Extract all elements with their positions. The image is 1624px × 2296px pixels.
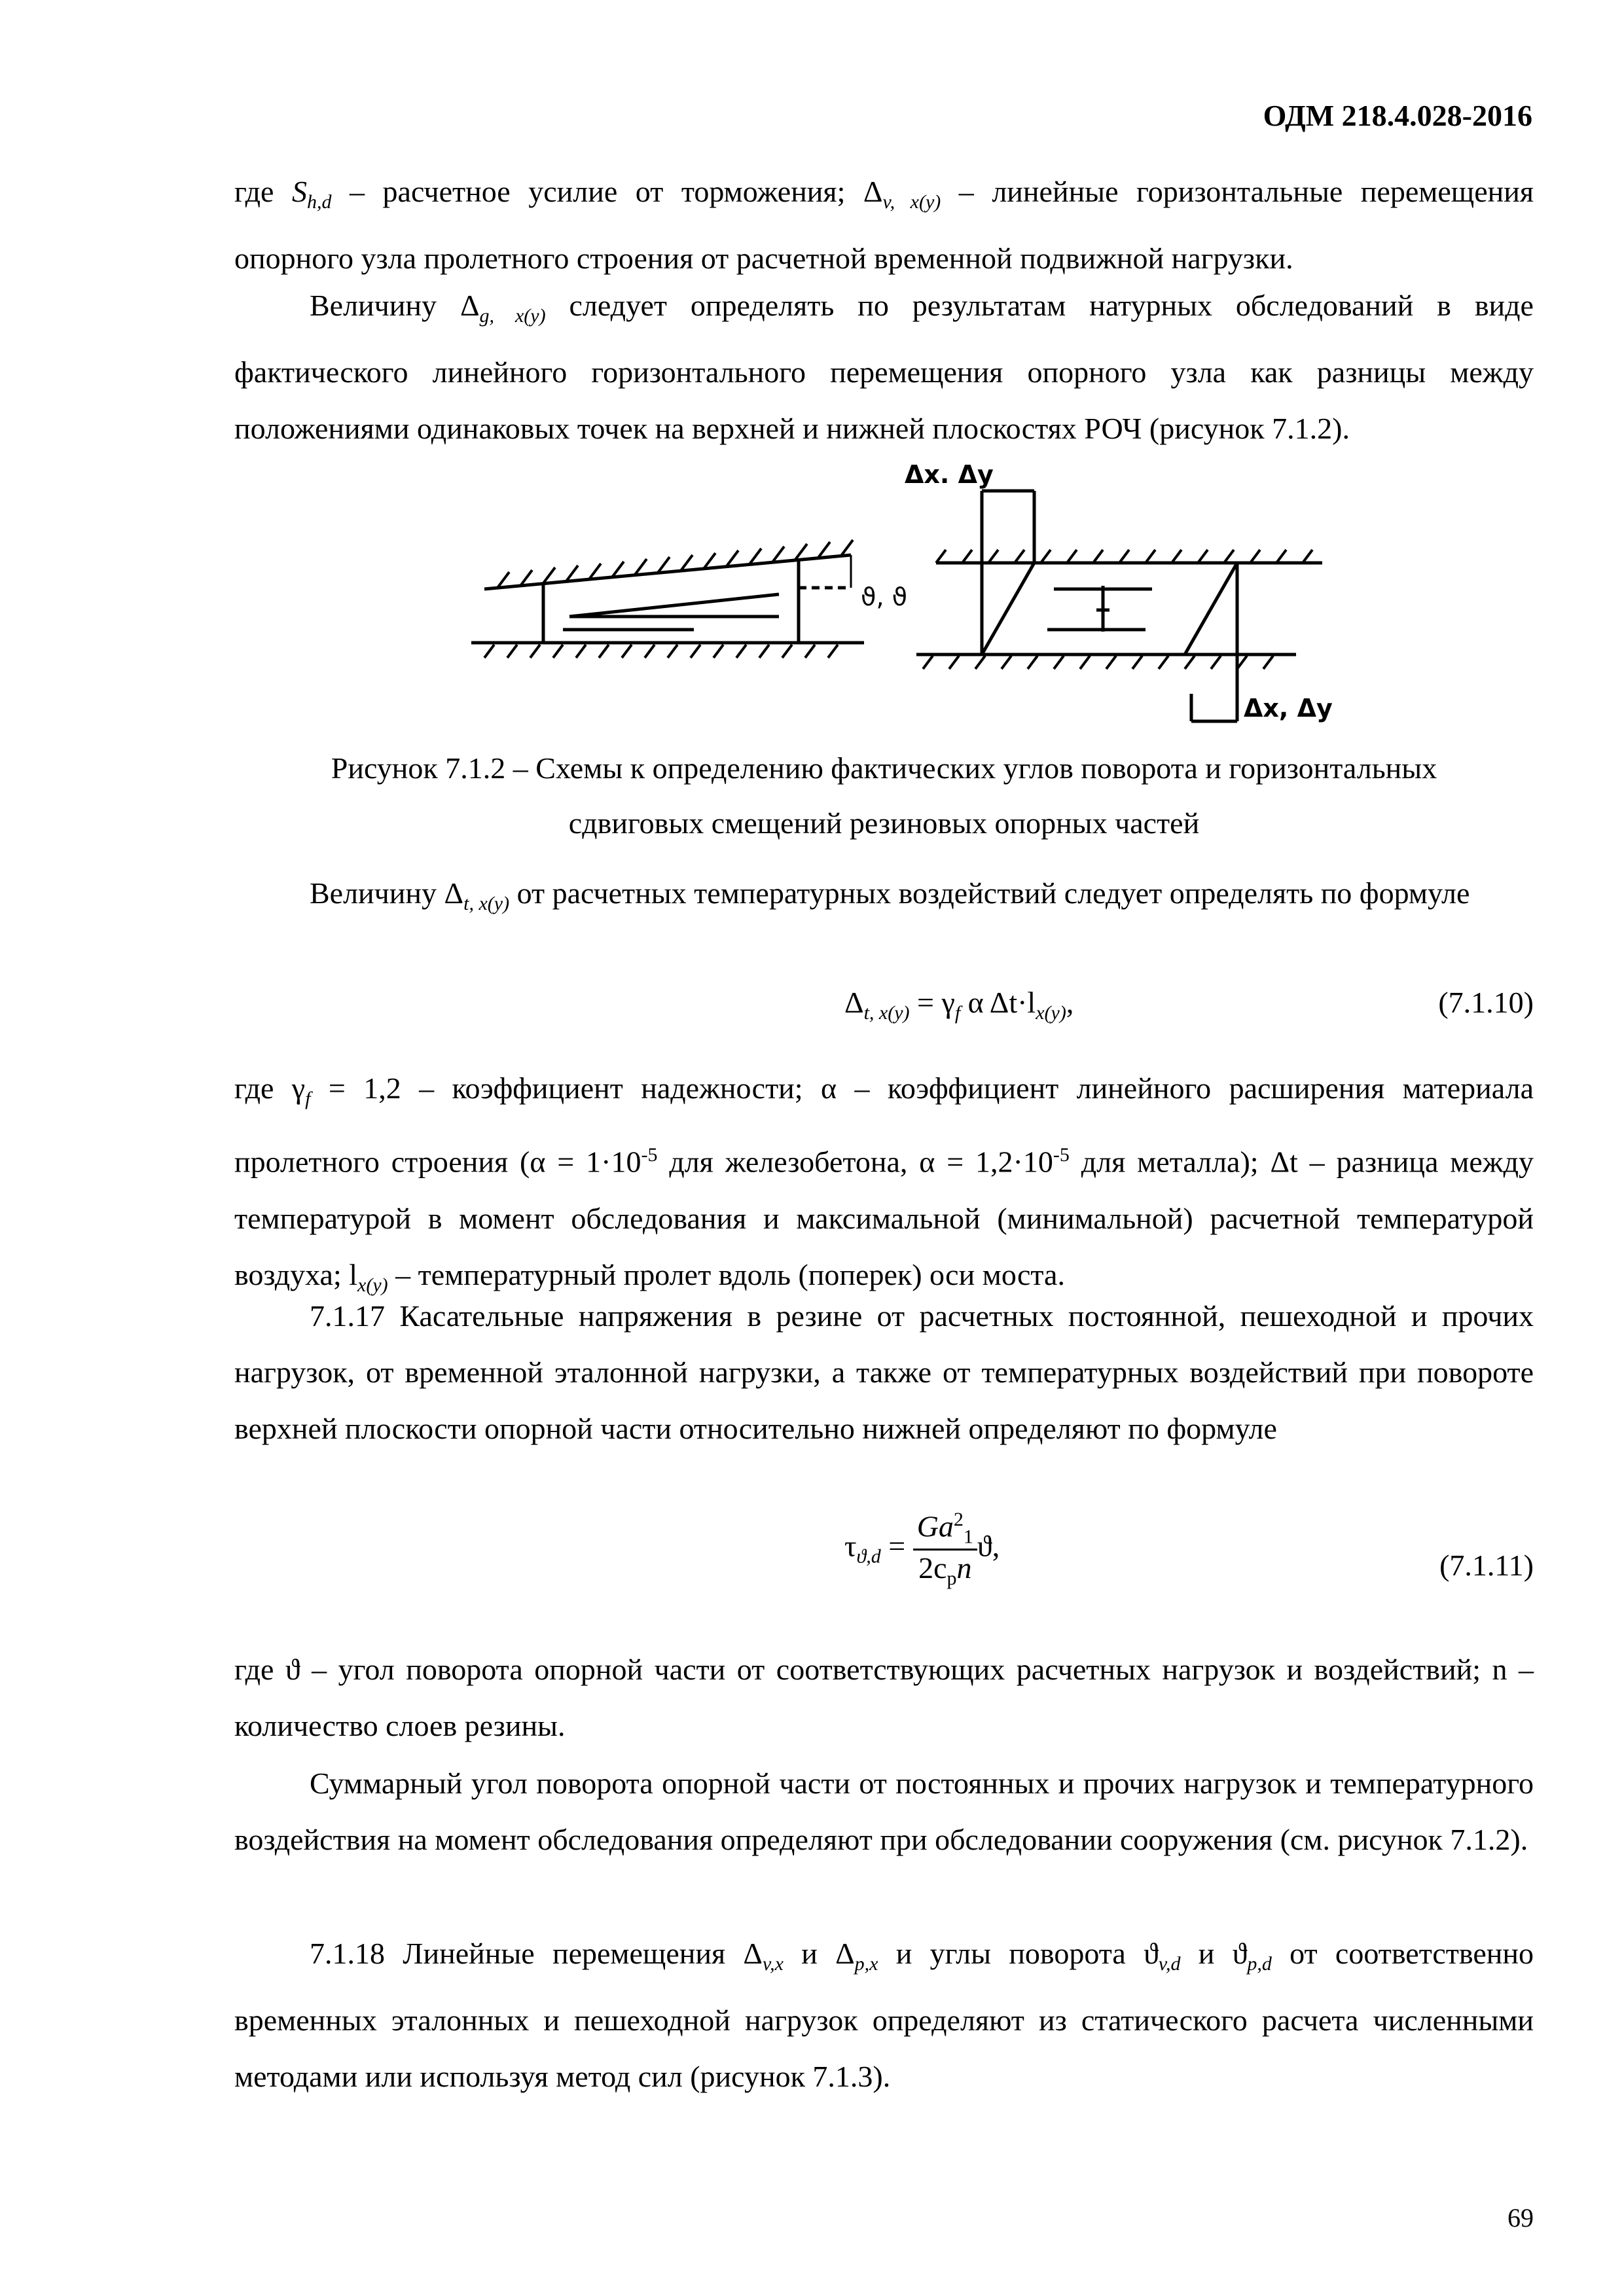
- paragraph-5: 7.1.17 Касательные напряжения в резине от расчетных постоянной, пешеходной и прочих нагрузок, от временной эталонной нагрузки, а также от температурных воздействий при повороте верхней плоскости опорной части относительно нижней определяют по формуле: [234, 1299, 1534, 1445]
- right-scheme: [916, 491, 1322, 721]
- paragraph-8: 7.1.18 Линейные перемещения $\Delta_{v,x}$ и $\Delta_{p,x}$ и углы поворота $ϑ_{v,d}$ и $ϑ_{p,d}$ от соответственно временных эталонных и пешеходной нагрузок определяют из статического расчета численными методами или используя метод сил (рисунок 7.1.3).: [234, 1937, 1534, 2094]
- bottom-displacement-label: Δx, Δy: [1244, 694, 1333, 723]
- paragraph-7: Суммарный угол поворота опорной части от постоянных и прочих нагрузок и температурного воздействия на момент обследования определяют при обследовании сооружения (см. рисунок 7.1.2).: [234, 1767, 1534, 1856]
- document-code: ОДМ 218.4.028-2016: [1263, 99, 1532, 132]
- top-displacement-label: Δx. Δy: [905, 460, 994, 489]
- equation-7-1-10: $\Delta_{t, x(y)} = \gamma_f$ α $\Delta t\cdot l_{x(y)}$,: [844, 986, 1074, 1024]
- paragraph-2: Величину $\Delta_{g, x(y)}$ следует определять по результатам натурных обследований в виде фактического линейного горизонтального перемещения опорного узла как разницы между положениями одинаковых точек на верхней и нижней плоскостях РОЧ (рисунок 7.1.2).: [234, 289, 1534, 446]
- paragraph-3: Величину $\Delta_{t, x(y)}$ от расчетных температурных воздействий следует определять по формуле: [310, 876, 1470, 915]
- figure-rubber-bearing-schemes: [458, 458, 1362, 740]
- angle-label: ϑ, ϑ: [861, 583, 908, 611]
- paragraph-6: где ϑ – угол поворота опорной части от соответствующих расчетных нагрузок и воздействий; n – количество слоев резины.: [234, 1653, 1534, 1742]
- page-number: 69: [1507, 2203, 1534, 2233]
- caption-line-2: сдвиговых смещений резиновых опорных частей: [568, 806, 1200, 840]
- equation-number-7-1-11: (7.1.11): [1439, 1549, 1534, 1582]
- caption-line-1: Рисунок 7.1.2 – Схемы к определению фактических углов поворота и горизонтальных: [331, 751, 1437, 785]
- paragraph-4: где $\gamma_f = 1,2$ – коэффициент надежности; α – коэффициент линейного расширения материала пролетного строения ($\alpha = 1\cdot 10^{-5}$ для железобетона, $\alpha = 1,2\cdot 10^{-5}$ для металла); Δt – разница между температурой в момент обследования и максимальной (минимальной) расчетной температурой воздуха; $l_{x(y)}$ – температурный пролет вдоль (поперек) оси моста.: [234, 1071, 1534, 1296]
- left-scheme: [471, 540, 864, 658]
- figure-caption: [234, 741, 1534, 851]
- equation-7-1-11: $\tau_{ϑ,d}$ = $\frac{Ga^2_1}{2c_pn}$ ϑ,: [844, 1509, 1000, 1589]
- equation-number-7-1-10: (7.1.10): [1438, 986, 1534, 1019]
- paragraph-1: где $S_{h,d}$ – расчетное усилие от торможения; $\Delta_{v, x(y)}$ – линейные горизонтальные перемещения опорного узла пролетного строения от расчетной временной подвижной нагрузки.: [234, 175, 1534, 276]
